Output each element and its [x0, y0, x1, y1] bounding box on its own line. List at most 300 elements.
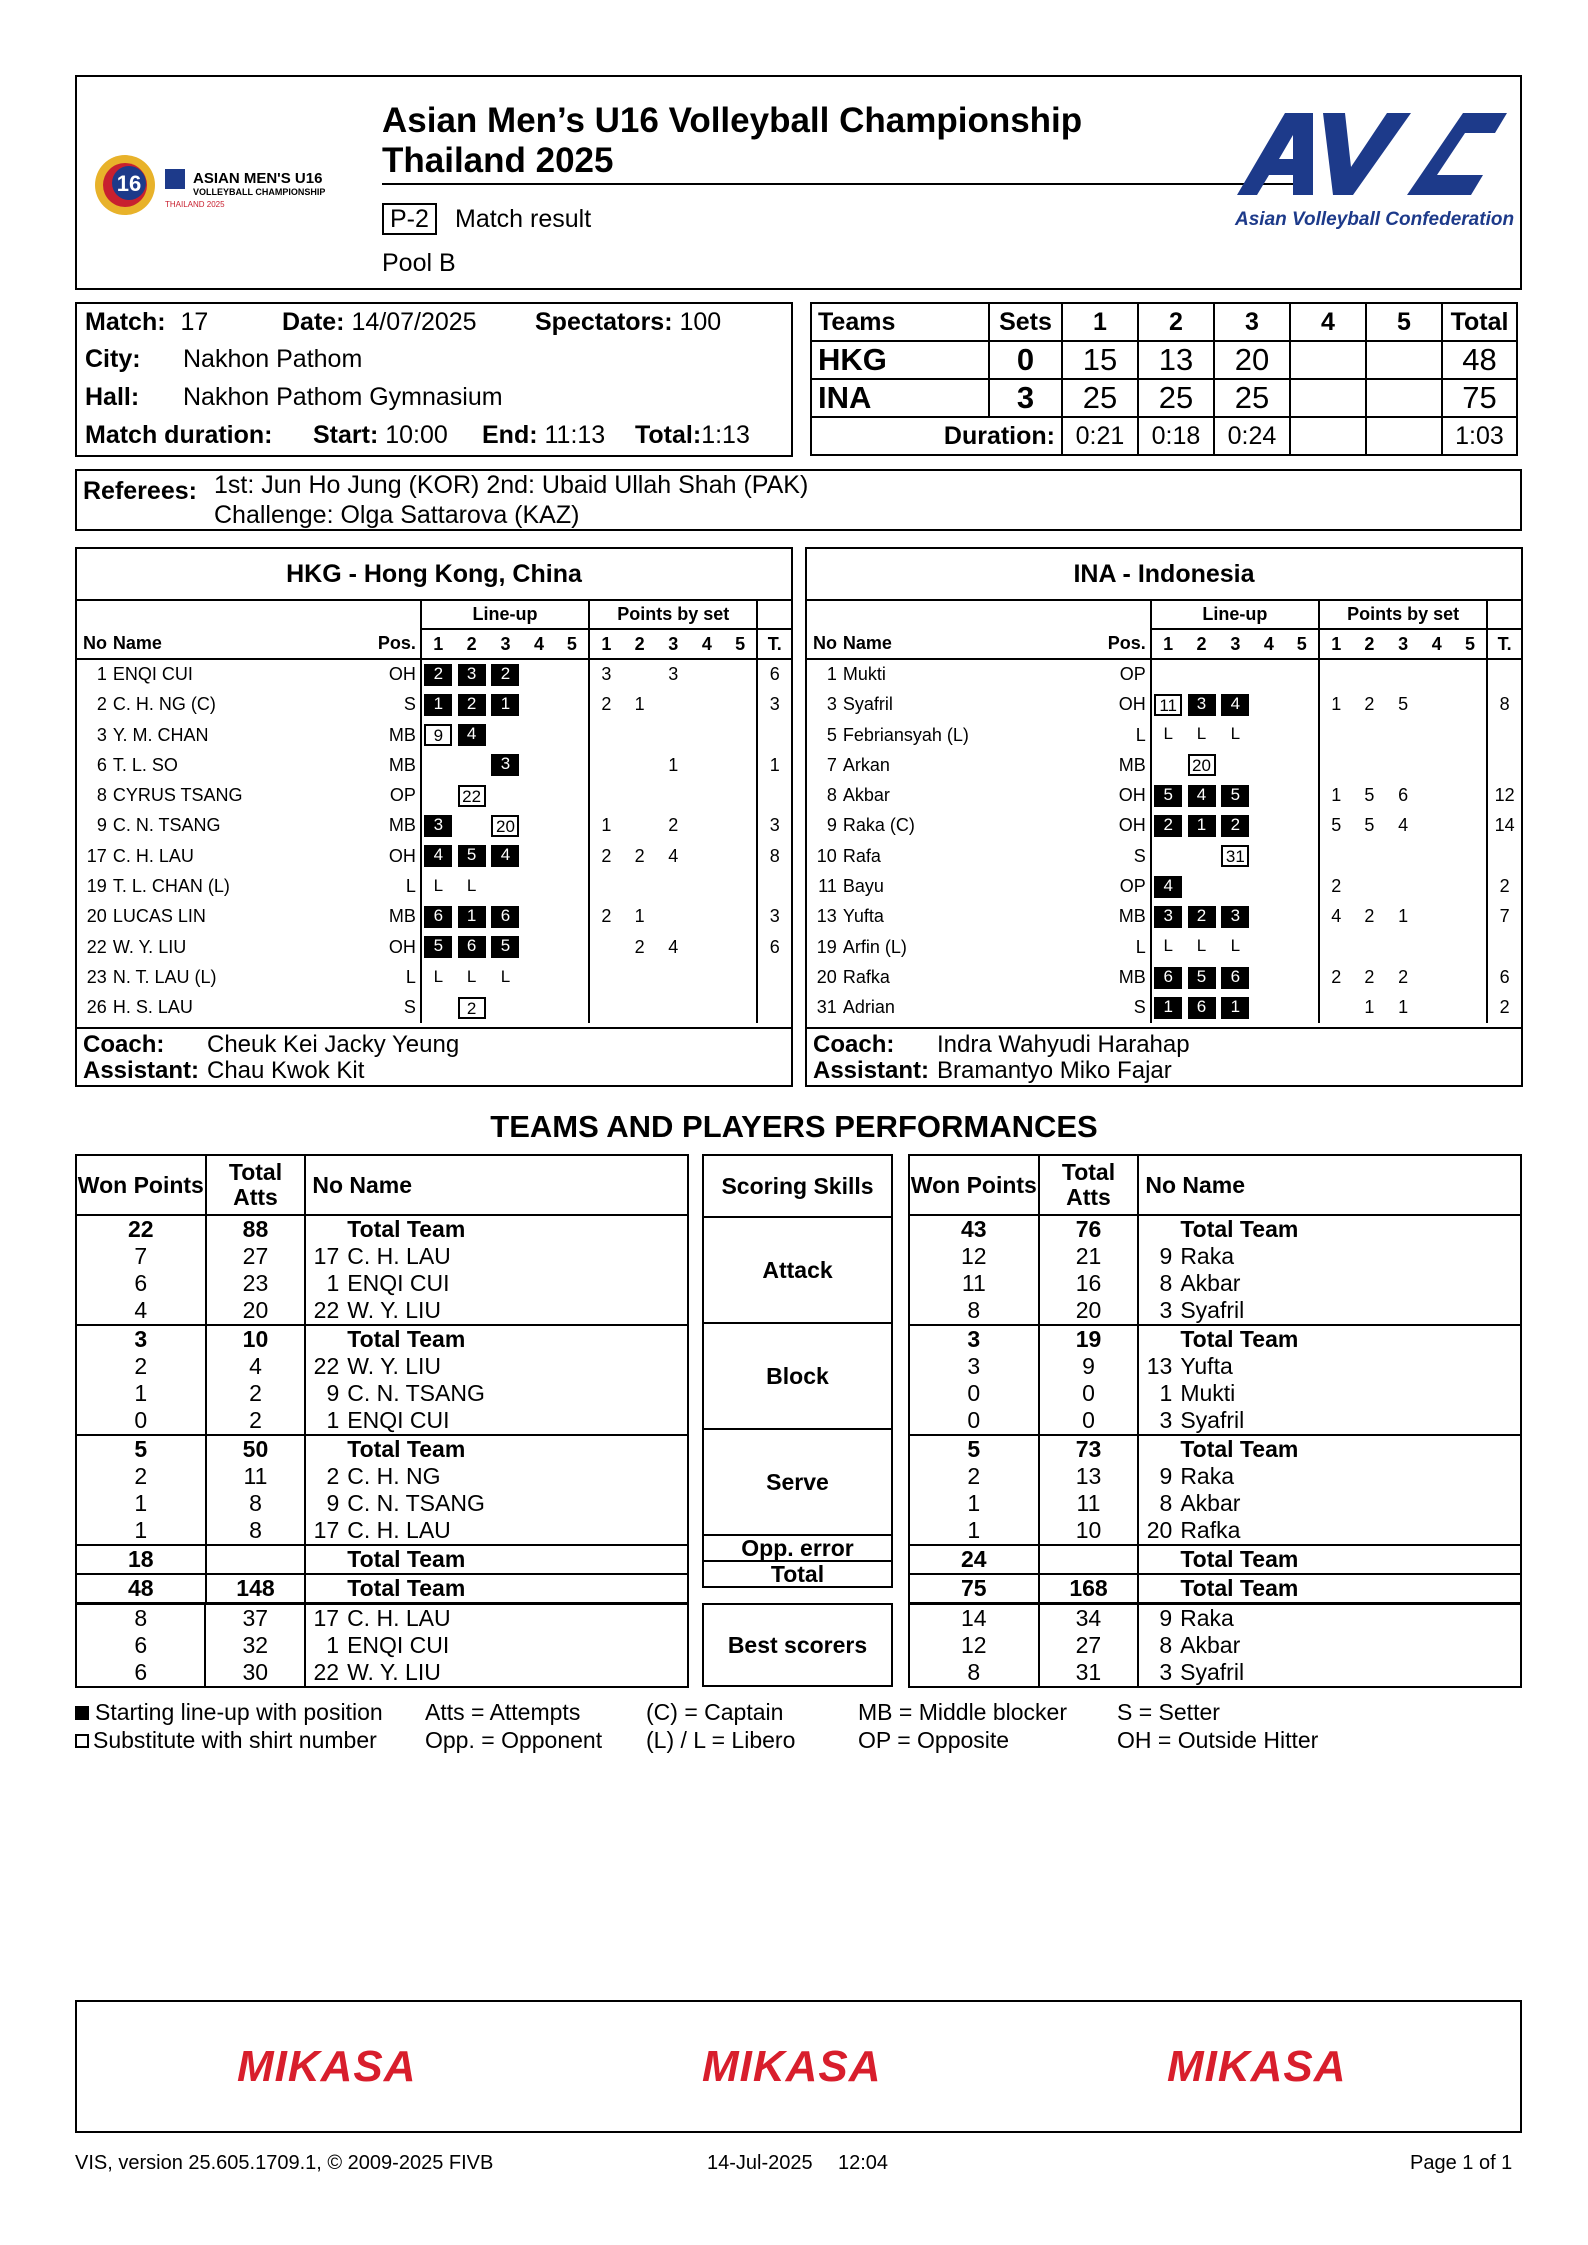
player-name: C. H. NG	[347, 1463, 441, 1489]
total-attempts: 27	[206, 1243, 306, 1270]
player-performance-row	[76, 1463, 688, 1490]
team2-roster	[807, 601, 1521, 1023]
team1-set3: 20	[1214, 341, 1290, 379]
footer-date: 14-Jul-2025	[707, 2152, 813, 2174]
no-name-header: No Name	[312, 1171, 413, 1198]
points-set-1	[1319, 841, 1353, 871]
total-attempts: 13	[1039, 1463, 1139, 1490]
points-set-2: 2	[1364, 906, 1375, 927]
player-name: Raka	[1180, 1243, 1235, 1269]
points-set-2	[1353, 932, 1387, 962]
lineup-set-1	[421, 659, 455, 689]
points-set-5	[1454, 720, 1488, 750]
lineup-set-1	[421, 841, 455, 871]
total-attempts: 30	[205, 1659, 305, 1687]
lineup-set-4	[522, 871, 555, 901]
points-set-5	[724, 871, 758, 901]
team2-set4	[1290, 379, 1366, 417]
player-row	[77, 962, 791, 992]
lineup-set-1	[1151, 962, 1185, 992]
team-total-row	[76, 1545, 688, 1574]
total-attempts: 23	[206, 1270, 306, 1297]
lineup-set-4	[1252, 932, 1285, 962]
player-position: MB	[388, 724, 416, 745]
points-set-3	[1386, 750, 1420, 780]
scoring-skills-column	[702, 1154, 893, 1588]
points-set-3	[656, 962, 690, 992]
libero-marker: L	[1230, 936, 1241, 956]
player-row	[807, 932, 1521, 962]
set5-duration	[1366, 417, 1442, 455]
team1-set4	[1290, 341, 1366, 379]
libero-marker: L	[1163, 936, 1173, 956]
team1-performance-table	[75, 1154, 689, 1604]
legend-mb: MB = Middle blocker	[858, 1699, 1067, 1725]
legend-oh: OH = Outside Hitter	[1117, 1727, 1319, 1753]
player-name: Raka	[1180, 1463, 1235, 1489]
starting-position-marker: 5	[1188, 967, 1216, 989]
legend-substitute: Substitute with shirt number	[93, 1727, 377, 1753]
player-performance-row	[909, 1380, 1521, 1407]
player-performance-row	[76, 1517, 688, 1545]
won-points: 18	[76, 1545, 206, 1574]
player-number: 31	[816, 997, 837, 1018]
player-total-points: 7	[1487, 902, 1521, 932]
points-set-2	[1353, 659, 1387, 689]
points-set-5	[1454, 780, 1488, 810]
won-points: 22	[76, 1215, 206, 1243]
player-position: OP	[389, 785, 416, 806]
player-name: Syafril	[1180, 1297, 1245, 1323]
points-set-5	[724, 720, 758, 750]
player-name: Rafa	[842, 845, 881, 866]
set5-header: 5	[1366, 303, 1442, 341]
player-row	[77, 993, 791, 1023]
points-set-1	[1319, 659, 1353, 689]
player-number: 2	[96, 694, 107, 715]
total-attempts: 21	[1039, 1243, 1139, 1270]
teams-header: Teams	[811, 303, 989, 341]
lineup-set-4	[1252, 841, 1285, 871]
total-attempts: 50	[206, 1435, 306, 1463]
points-set-5	[724, 780, 758, 810]
player-number: 5	[826, 724, 837, 745]
player-number: 22	[86, 936, 107, 957]
team2-total: 75	[1442, 379, 1517, 417]
points-set-4	[690, 871, 724, 901]
shirt-number	[305, 1325, 347, 1353]
points-by-set-header: Points by set	[589, 601, 757, 629]
points-set-5	[1454, 932, 1488, 962]
player-name: H. S. LAU	[112, 997, 193, 1018]
won-points: 1	[76, 1517, 206, 1545]
points-set-4	[1420, 750, 1454, 780]
referees-box	[75, 469, 1522, 531]
player-name: Akbar	[1180, 1270, 1241, 1296]
score-header-row	[811, 303, 1517, 341]
points-set-2: 5	[1364, 785, 1375, 806]
roster-col-header-10: 5	[1454, 629, 1488, 659]
points-set-2	[1353, 750, 1387, 780]
shirt-number: 8	[1159, 1490, 1173, 1516]
lineup-set-1	[421, 993, 455, 1023]
lineup-set-3	[1218, 962, 1252, 992]
substitute-number-marker: 2	[458, 997, 486, 1019]
lineup-set-4	[522, 720, 555, 750]
starting-position-marker: 6	[491, 906, 519, 928]
team2-set1: 25	[1062, 379, 1138, 417]
points-set-5	[1454, 690, 1488, 720]
substitute-number-marker: 11	[1154, 694, 1182, 716]
player-position: S	[1133, 997, 1146, 1018]
libero-marker: L	[1196, 936, 1207, 956]
starting-position-marker: 1	[1154, 997, 1182, 1019]
shirt-number: 9	[326, 1380, 340, 1406]
won-points: 0	[909, 1407, 1039, 1435]
player-position: MB	[388, 906, 416, 927]
referees-line1: 1st: Jun Ho Jung (KOR) 2nd: Ubaid Ullah Shah (PAK)	[214, 471, 809, 499]
starting-position-marker: 4	[1154, 876, 1182, 898]
player-position: L	[1135, 936, 1146, 957]
points-set-3: 4	[668, 936, 679, 957]
lineup-set-4	[1252, 750, 1285, 780]
roster-no-header: No	[77, 629, 113, 659]
total-atts-header: Total Atts	[1039, 1155, 1139, 1215]
lineup-set-2	[1185, 962, 1219, 992]
lineup-set-3	[1218, 841, 1252, 871]
points-set-3: 4	[668, 845, 679, 866]
shirt-number: 22	[313, 1353, 340, 1379]
lineup-set-4	[522, 993, 555, 1023]
player-row	[77, 720, 791, 750]
lineup-set-3	[1218, 690, 1252, 720]
player-name: Akbar	[1180, 1490, 1241, 1516]
player-name: Rafka	[1180, 1517, 1241, 1543]
points-set-3: 5	[1398, 694, 1409, 715]
points-set-1: 1	[1319, 690, 1353, 720]
points-set-1	[589, 962, 623, 992]
player-row	[77, 811, 791, 841]
team1-title: HKG - Hong Kong, China	[77, 549, 791, 601]
player-name: Total Team	[1180, 1215, 1521, 1243]
referees-line2: Challenge: Olga Sattarova (KAZ)	[214, 501, 580, 529]
points-set-1: 2	[1319, 962, 1353, 992]
player-row	[77, 690, 791, 720]
player-total-points: 14	[1487, 811, 1521, 841]
starting-position-marker: 2	[458, 694, 486, 716]
performance-header-row	[909, 1155, 1521, 1215]
points-set-4	[690, 902, 724, 932]
lineup-set-3	[489, 659, 523, 689]
player-row	[807, 993, 1521, 1023]
total-duration: 1:03	[1442, 417, 1517, 455]
player-performance-row	[909, 1490, 1521, 1517]
lineup-set-1	[421, 871, 455, 901]
player-number: 11	[818, 876, 837, 897]
won-points: 3	[909, 1353, 1039, 1380]
player-name: Arfin (L)	[842, 936, 907, 957]
player-position: S	[403, 997, 416, 1018]
roster-no-header: No	[807, 629, 843, 659]
player-name: Yufta	[842, 906, 884, 927]
legend-starting: Starting line-up with position	[95, 1699, 383, 1725]
total-attempts: 76	[1039, 1215, 1139, 1243]
lineup-set-4	[1252, 720, 1285, 750]
starting-position-marker: 1	[458, 906, 486, 928]
lineup-set-1	[1151, 690, 1185, 720]
roster-col-header-6: 1	[589, 629, 623, 659]
player-name: C. H. LAU	[347, 1605, 451, 1631]
lineup-set-2	[455, 720, 489, 750]
points-set-2	[623, 962, 657, 992]
lineup-set-3	[489, 720, 523, 750]
set1-duration: 0:21	[1062, 417, 1138, 455]
lineup-set-1	[1151, 720, 1185, 750]
total-attempts: 0	[1039, 1407, 1139, 1435]
roster-total-spacer	[1487, 601, 1521, 629]
team2-code: INA	[811, 379, 989, 417]
points-set-1	[1319, 750, 1353, 780]
lineup-set-4	[1252, 690, 1285, 720]
starting-position-marker: 6	[458, 936, 486, 958]
total-header: Total	[1442, 303, 1517, 341]
lineup-set-2	[455, 659, 489, 689]
points-set-4	[690, 841, 724, 871]
lineup-set-1	[1151, 841, 1185, 871]
set3-header: 3	[1214, 303, 1290, 341]
points-set-3	[1386, 720, 1420, 750]
lineup-set-4	[522, 932, 555, 962]
player-number: 10	[816, 845, 837, 866]
lineup-header: Line-up	[421, 601, 589, 629]
player-total-points: 8	[1487, 690, 1521, 720]
championship-logo	[93, 145, 363, 230]
pool-label: Pool B	[382, 249, 456, 277]
lineup-set-4	[1252, 962, 1285, 992]
score-row-ina	[811, 379, 1517, 417]
points-set-4	[690, 690, 724, 720]
footer-version: VIS, version 25.605.1709.1, © 2009-2025 FIVB	[75, 2152, 494, 2174]
player-row	[807, 690, 1521, 720]
points-set-2: 1	[1364, 997, 1375, 1018]
libero-marker: L	[500, 966, 511, 986]
total-time: 1:13	[701, 421, 750, 449]
lineup-set-5	[556, 720, 589, 750]
team1-roster-box	[75, 547, 793, 1087]
logo-number: 16	[116, 171, 142, 196]
player-total-points	[757, 962, 791, 992]
player-name: Akbar	[842, 785, 890, 806]
legend-abbrev-2	[646, 1698, 795, 1754]
lineup-set-3	[489, 690, 523, 720]
lineup-set-1	[421, 902, 455, 932]
player-name: Total Team	[1180, 1435, 1521, 1463]
starting-position-marker: 3	[1221, 906, 1249, 928]
player-row	[77, 750, 791, 780]
points-set-4	[1420, 780, 1454, 810]
player-total-points: 2	[1487, 993, 1521, 1023]
points-set-2: 5	[1364, 815, 1375, 836]
lineup-set-3	[489, 750, 523, 780]
player-name: C. N. TSANG	[112, 815, 221, 836]
lineup-set-2	[1185, 932, 1219, 962]
roster-group-header	[77, 601, 791, 629]
points-set-5	[1454, 811, 1488, 841]
total-attempts: 168	[1039, 1574, 1139, 1603]
points-set-4	[690, 811, 724, 841]
points-set-3: 6	[1398, 785, 1409, 806]
points-set-4	[1420, 720, 1454, 750]
lineup-set-5	[1286, 780, 1319, 810]
roster-col-header-8: 3	[656, 629, 690, 659]
player-position: OH	[388, 936, 416, 957]
shirt-number	[1138, 1545, 1180, 1574]
player-position: L	[1135, 724, 1146, 745]
shirt-number: 3	[1159, 1407, 1173, 1433]
player-name: C. N. TSANG	[347, 1490, 485, 1516]
referees-label: Referees:	[83, 477, 197, 505]
points-set-3	[1386, 871, 1420, 901]
points-set-5	[1454, 750, 1488, 780]
roster-pos-header: Pos.	[1105, 629, 1151, 659]
total-attempts	[206, 1545, 306, 1574]
roster-col-header-7: 2	[1353, 629, 1387, 659]
date-label: Date:	[282, 308, 345, 336]
lineup-set-1	[421, 720, 455, 750]
player-position: OH	[1118, 694, 1146, 715]
lineup-set-2	[455, 871, 489, 901]
starting-position-marker: 3	[458, 664, 486, 686]
score-table	[810, 302, 1518, 456]
player-total-points: 3	[757, 811, 791, 841]
points-set-3	[656, 993, 690, 1023]
lineup-set-1	[1151, 902, 1185, 932]
spectators-label: Spectators:	[535, 308, 673, 336]
player-number: 19	[86, 876, 107, 897]
set2-header: 2	[1138, 303, 1214, 341]
points-set-1	[589, 932, 623, 962]
team2-roster-box	[805, 547, 1523, 1087]
legend-captain: (C) = Captain	[646, 1699, 784, 1725]
won-points: 75	[909, 1574, 1039, 1603]
player-total-points: 6	[1487, 962, 1521, 992]
points-set-3	[656, 780, 690, 810]
lineup-set-3	[489, 902, 523, 932]
player-performance-row	[76, 1490, 688, 1517]
player-number: 7	[826, 754, 837, 775]
player-position: S	[403, 694, 416, 715]
player-position: OH	[1118, 785, 1146, 806]
shirt-number	[305, 1435, 347, 1463]
match-label: Match:	[85, 308, 166, 336]
lineup-set-3	[1218, 720, 1252, 750]
player-performance-row	[909, 1463, 1521, 1490]
player-row	[807, 871, 1521, 901]
substitute-square-icon	[75, 1734, 89, 1748]
total-attempts: 2	[206, 1380, 306, 1407]
won-points: 2	[76, 1353, 206, 1380]
libero-marker: L	[1196, 724, 1207, 744]
player-name: Total Team	[347, 1215, 688, 1243]
won-points: 0	[76, 1407, 206, 1435]
lineup-set-2	[1185, 841, 1219, 871]
team-total-row	[76, 1435, 688, 1463]
lineup-set-1	[421, 780, 455, 810]
roster-col-header-3: 3	[489, 629, 523, 659]
won-points: 7	[76, 1243, 206, 1270]
lineup-set-3	[1218, 902, 1252, 932]
player-row	[807, 841, 1521, 871]
libero-marker: L	[433, 966, 444, 986]
player-number: 1	[96, 664, 107, 685]
legend-op: OP = Opposite	[858, 1727, 1010, 1753]
player-row	[77, 841, 791, 871]
roster-col-header-11: T.	[757, 629, 791, 659]
points-set-2: 2	[634, 845, 645, 866]
player-performance-row	[76, 1353, 688, 1380]
points-set-5	[724, 811, 758, 841]
player-total-points	[757, 780, 791, 810]
lineup-set-4	[522, 780, 555, 810]
player-total-points	[1487, 720, 1521, 750]
avc-logo	[1227, 97, 1517, 252]
lineup-set-1	[1151, 932, 1185, 962]
match-number: 17	[180, 308, 209, 336]
player-position: MB	[388, 815, 416, 836]
points-set-4	[1420, 962, 1454, 992]
player-number: 1	[826, 664, 837, 685]
player-total-points: 8	[757, 841, 791, 871]
won-points: 14	[909, 1604, 1039, 1632]
team1-coach-label: Coach:	[83, 1031, 165, 1058]
footer-page: Page 1 of 1	[1410, 2152, 1513, 2174]
won-points: 8	[909, 1659, 1039, 1687]
player-name: Febriansyah (L)	[842, 724, 969, 745]
lineup-set-4	[1252, 811, 1285, 841]
player-row	[807, 902, 1521, 932]
total-label: Total:	[635, 421, 702, 449]
starting-position-marker: 5	[1221, 785, 1249, 807]
total-attempts: 88	[206, 1215, 306, 1243]
starting-position-marker: 6	[1188, 997, 1216, 1019]
roster-spacer	[77, 601, 421, 629]
starting-position-marker: 3	[1154, 906, 1182, 928]
lineup-set-3	[1218, 811, 1252, 841]
footer-time: 12:04	[838, 2152, 889, 2174]
lineup-set-1	[1151, 659, 1185, 689]
roster-name-header: Name	[113, 629, 375, 659]
lineup-set-1	[421, 690, 455, 720]
team1-roster	[77, 601, 791, 1023]
lineup-set-2	[1185, 720, 1219, 750]
roster-total-spacer	[757, 601, 791, 629]
team-total-row	[909, 1574, 1521, 1603]
player-total-points: 1	[757, 750, 791, 780]
mikasa-logo-1: MIKASA	[237, 2042, 417, 2091]
points-set-5	[1454, 659, 1488, 689]
player-name: LUCAS LIN	[112, 906, 206, 927]
total-atts-header: Total Atts	[206, 1155, 306, 1215]
skill-opp-error: Opp. error	[704, 1536, 891, 1562]
won-points: 3	[76, 1325, 206, 1353]
logo-year: THAILAND 2025	[165, 200, 225, 209]
lineup-set-1	[1151, 993, 1185, 1023]
performance-header-row	[76, 1155, 688, 1215]
player-name: Yufta	[1180, 1353, 1233, 1379]
lineup-set-3	[1218, 993, 1252, 1023]
legend-abbrev-3	[858, 1698, 1067, 1754]
lineup-set-2	[455, 962, 489, 992]
